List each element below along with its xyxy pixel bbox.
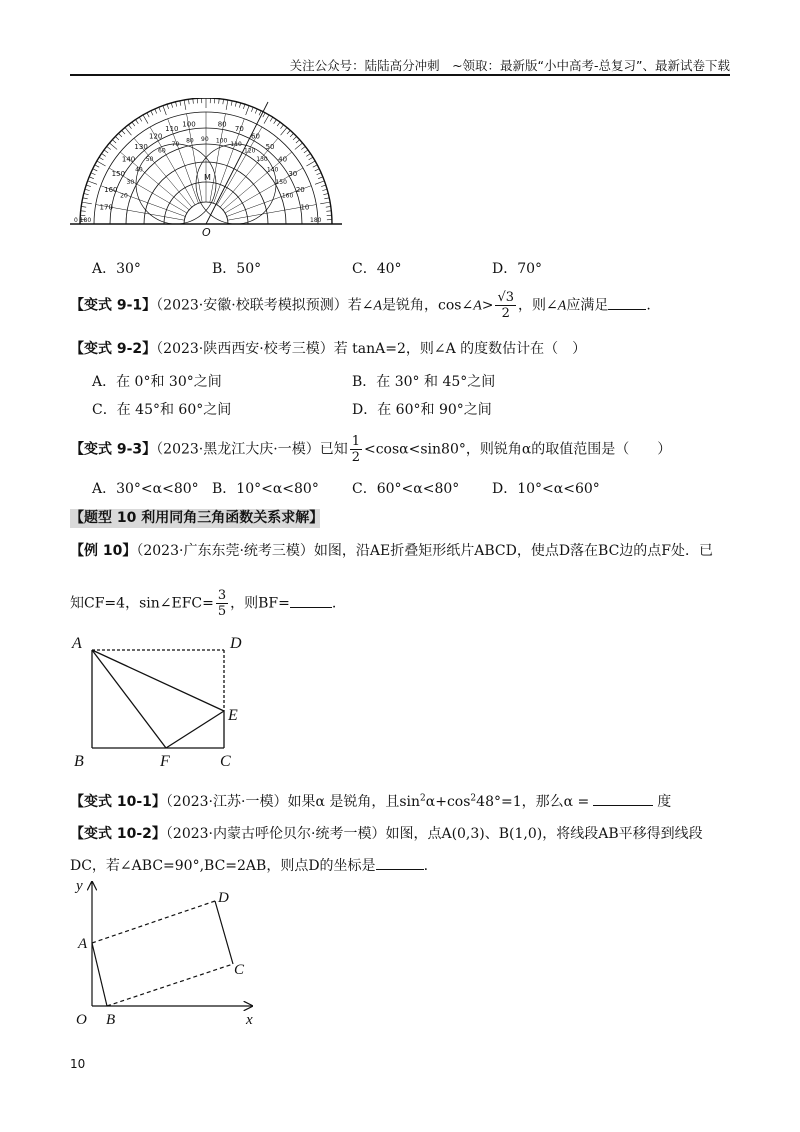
label-o: O <box>76 1012 87 1028</box>
variant-10-2 <box>70 823 703 843</box>
protractor-tick <box>89 177 94 179</box>
protractor-label-inner: 20 <box>120 192 128 200</box>
protractor-label-outer: 70 <box>234 125 244 134</box>
protractor-label-outer: 140 <box>121 155 136 164</box>
variant-9-1 <box>70 290 651 321</box>
answer-blank[interactable] <box>608 295 646 310</box>
exponent: 2 <box>470 793 477 804</box>
protractor-label-inner: 110 <box>230 141 242 149</box>
protractor-tick <box>243 104 245 109</box>
protractor-tick <box>155 109 157 114</box>
v93-option-c: C．60°<α<80° <box>352 481 460 497</box>
text: 如图，沿AE折叠矩形纸片ABCD，使点D落在BC边的点F处．已 <box>313 543 714 559</box>
text: <cosα<sin80°，则锐角α的取值范围是（ ） <box>363 441 672 458</box>
protractor-tick <box>159 107 161 112</box>
var: A <box>557 298 567 314</box>
example-source: （2023·广东东莞·统考三模） <box>136 543 314 559</box>
protractor-label-inner: 50 <box>145 156 154 164</box>
protractor-tick <box>125 127 131 135</box>
label-y: y <box>76 878 83 894</box>
variant-tag: 【变式 9-2】 <box>70 341 157 357</box>
protractor-tick <box>84 194 89 195</box>
denominator: 5 <box>217 604 227 619</box>
header-rule <box>70 74 730 76</box>
protractor-label-inner: 140 <box>266 166 279 174</box>
protractor-tick <box>107 146 111 149</box>
protractor-tick <box>309 157 313 160</box>
protractor-tick <box>280 125 283 129</box>
protractor-tick <box>223 99 224 104</box>
protractor-tick <box>318 177 323 179</box>
protractor-tick <box>176 102 177 107</box>
protractor-tick <box>122 130 125 134</box>
variant-source: （2023·江苏·一模） <box>165 794 288 810</box>
protractor-tick <box>235 102 236 107</box>
protractor-tick <box>263 113 265 117</box>
protractor-tick <box>93 169 97 171</box>
protractor-tick <box>97 161 106 166</box>
dashed-bc <box>107 964 233 1006</box>
protractor-tick <box>323 194 328 195</box>
segment-fe <box>166 711 224 748</box>
answer-blank[interactable] <box>593 791 653 806</box>
question-stem: 若 tanA=2，则∠A 的度数估计在（ ） <box>333 341 587 357</box>
protractor-label-outer: 120 <box>149 132 163 141</box>
protractor-tick <box>301 146 305 149</box>
fraction <box>495 290 516 321</box>
denominator: 2 <box>501 306 510 321</box>
protractor-tick <box>171 103 172 108</box>
label-c: C <box>234 962 245 978</box>
protractor-tick <box>86 185 91 187</box>
label-d: D <box>218 890 229 906</box>
v92-option-b: B．在 30° 和 45°之间 <box>352 374 496 390</box>
protractor-label-outer: 100 <box>182 120 196 129</box>
label-a: A <box>72 635 82 652</box>
variant-source: （2023·安徽·校联考模拟预测） <box>156 297 348 314</box>
protractor-tick <box>99 157 103 160</box>
protractor-tick <box>239 103 240 108</box>
text: 应满足 <box>566 297 609 314</box>
text: 48°=1，那么α = <box>476 794 590 810</box>
fold-line-ae <box>92 650 224 711</box>
label-a: A <box>78 936 88 952</box>
protractor-tick <box>104 150 108 153</box>
protractor-tick <box>259 111 261 115</box>
protractor-tick <box>306 154 310 157</box>
text: 若∠ <box>347 297 374 314</box>
variant-source: （2023·陕西西安·校考三模） <box>156 341 334 357</box>
protractor-label-outer: 150 <box>111 170 126 178</box>
numerator: 1 <box>351 434 360 449</box>
protractor-tick <box>91 173 96 175</box>
protractor-label-outer: 170 <box>99 203 113 212</box>
protractor-tick <box>322 189 327 190</box>
variant-tag: 【变式 9-1】 <box>70 297 157 314</box>
text: . <box>646 297 651 314</box>
protractor-label-inner: 70 <box>171 141 180 149</box>
protractor-label-inner: 130 <box>256 156 268 164</box>
protractor-tick <box>143 115 148 124</box>
rectangle-fold-figure <box>70 628 260 773</box>
example-10-line2 <box>70 588 336 619</box>
protractor-tick <box>315 181 324 184</box>
label-f: F <box>160 753 170 770</box>
variant-tag: 【变式 9-3】 <box>70 441 157 458</box>
variant-source: （2023·内蒙古呼伦贝尔·统考一模） <box>165 826 386 842</box>
v93-option-a: A．30°<α<80° <box>92 481 199 497</box>
protractor-center-label: O <box>202 226 211 238</box>
q9-option-d: D．70° <box>492 261 543 277</box>
text: ，则∠ <box>518 297 558 314</box>
protractor-left-end: 0 180 <box>74 217 92 224</box>
text: . <box>331 595 337 612</box>
protractor-tick <box>219 99 220 104</box>
protractor-tick <box>81 211 86 212</box>
numerator: √3 <box>497 290 515 305</box>
protractor-tick <box>167 104 169 109</box>
variant-10-2-line2 <box>70 855 428 875</box>
numerator: 3 <box>217 588 227 603</box>
protractor-tick <box>102 154 106 157</box>
protractor-tick <box>81 206 86 207</box>
text: 如图，点A(0,3)、B(1,0)，将线段AB平移得到线段 <box>385 826 703 842</box>
segment-af <box>92 650 166 748</box>
protractor-tick <box>83 198 88 199</box>
text: 知CF=4，sin∠EFC= <box>70 595 214 612</box>
protractor-tick <box>147 113 149 117</box>
protractor-tick <box>118 133 121 137</box>
variant-10-1 <box>70 791 671 811</box>
q9-option-c: C．40° <box>352 261 402 277</box>
v92-option-d: D．在 60°和 90°之间 <box>352 402 492 418</box>
protractor-tick <box>85 189 90 190</box>
v93-option-d: D．10°<α<60° <box>492 481 600 497</box>
protractor-label-outer: 80 <box>217 120 227 129</box>
protractor-tick <box>136 120 139 124</box>
protractor-label-outer: 10 <box>300 203 310 212</box>
protractor-label-inner: 100 <box>215 137 228 145</box>
text: > <box>481 297 494 314</box>
variant-source: （2023·黑龙江大庆·一模） <box>156 441 320 458</box>
protractor-tick <box>95 165 99 167</box>
protractor-tick <box>293 136 297 139</box>
denominator: 2 <box>351 450 360 465</box>
example-tag: 【例 10】 <box>70 543 137 559</box>
protractor-tick <box>264 115 269 124</box>
protractor-tick <box>324 198 329 199</box>
var: A <box>473 298 482 314</box>
protractor-figure <box>70 98 350 238</box>
fraction <box>216 588 228 619</box>
protractor-tick <box>290 133 293 137</box>
label-e: E <box>228 707 238 724</box>
protractor-tick <box>139 117 142 121</box>
protractor-tick <box>180 101 181 106</box>
protractor-label-outer: 30 <box>288 170 298 178</box>
text: 如果α 是锐角，且sin <box>287 794 421 810</box>
label-b: B <box>74 753 84 770</box>
variant-tag: 【变式 10-2】 <box>70 826 166 842</box>
text: 是锐角，cos∠ <box>382 297 474 314</box>
answer-blank[interactable] <box>290 593 332 608</box>
protractor-tick <box>115 136 119 139</box>
protractor-tick <box>296 140 300 143</box>
page-header: 关注公众号：陆陆高分冲刺 ~领取：最新版“小中高考-总复习”、最新试卷下载 <box>289 58 730 73</box>
protractor-tick <box>88 181 97 184</box>
protractor-label-outer: 20 <box>295 186 305 195</box>
protractor-tick <box>281 127 287 135</box>
protractor-tick <box>295 143 303 149</box>
v92-option-c: C．在 45°和 60°之间 <box>92 402 232 418</box>
protractor-label-inner: 150 <box>275 179 287 186</box>
variant-9-2 <box>70 338 586 358</box>
protractor-tick <box>188 99 189 104</box>
text: α+cos <box>425 794 471 810</box>
protractor-tick <box>231 101 232 106</box>
example-10 <box>70 540 713 560</box>
segment-ab <box>92 943 107 1006</box>
section-title: 【题型 10 利用同角三角函数关系求解】 <box>70 510 324 526</box>
label-x: x <box>246 1012 253 1028</box>
protractor-label-inner: 90 <box>201 136 209 143</box>
protractor-tick <box>184 100 186 110</box>
protractor-tick <box>320 202 330 204</box>
protractor-tick <box>251 107 253 112</box>
exponent: 2 <box>420 793 426 804</box>
protractor-label-outer: 60 <box>251 132 260 141</box>
q9-option-b: B．50° <box>212 261 262 277</box>
protractor-tick <box>109 143 117 149</box>
protractor-tick <box>306 161 315 166</box>
protractor-tick <box>270 117 273 121</box>
protractor-label-outer: 110 <box>165 125 179 134</box>
protractor-tick <box>128 125 131 129</box>
protractor-tick <box>193 99 194 104</box>
coordinate-figure <box>70 878 270 1028</box>
protractor-label-inner: 80 <box>186 137 194 145</box>
protractor-label-inner: 30 <box>126 179 135 186</box>
label-b: B <box>106 1012 116 1028</box>
protractor-label-outer: 160 <box>104 186 118 195</box>
protractor-tick <box>82 202 92 204</box>
v92-option-a: A．在 0°和 30°之间 <box>92 374 222 390</box>
variant-9-3 <box>70 434 671 465</box>
text: 度 <box>657 794 672 810</box>
protractor-label-outer: 50 <box>265 142 275 151</box>
protractor-tick <box>317 173 322 175</box>
text: . <box>423 858 429 874</box>
v93-option-b: B．10°<α<80° <box>212 481 319 497</box>
protractor-label-inner: 40 <box>135 166 143 174</box>
protractor-tick <box>163 106 166 115</box>
protractor-label-outer: 40 <box>278 155 288 164</box>
protractor-tick <box>112 140 116 143</box>
fraction <box>350 434 362 465</box>
var: A <box>373 298 382 314</box>
label-d: D <box>230 635 242 652</box>
protractor-tick <box>326 211 331 212</box>
protractor-label-inner: 60 <box>158 147 166 155</box>
protractor-tick <box>132 122 135 126</box>
protractor-right-end: 180 <box>310 217 322 224</box>
protractor-tick <box>274 120 277 124</box>
label-c: C <box>220 753 231 770</box>
protractor-tick <box>246 106 249 115</box>
protractor-tick <box>313 165 317 167</box>
protractor-tick <box>315 169 319 171</box>
segment-dc <box>215 901 233 964</box>
protractor-tick <box>304 150 308 153</box>
protractor-tick <box>151 111 153 115</box>
protractor-tick <box>277 122 280 126</box>
protractor-tick <box>255 109 257 114</box>
q9-option-a: A．30° <box>92 261 141 277</box>
protractor-tick <box>226 100 228 110</box>
variant-tag: 【变式 10-1】 <box>70 794 166 810</box>
page-number: 10 <box>70 1057 86 1071</box>
dashed-ad <box>92 901 215 943</box>
text: 已知 <box>319 441 348 458</box>
protractor-label-inner: 120 <box>244 147 256 155</box>
protractor-tick <box>326 206 331 207</box>
protractor-tick <box>321 185 326 187</box>
text: ，则BF= <box>230 595 290 612</box>
protractor-label-inner: 160 <box>281 192 294 200</box>
protractor-label-outer: 130 <box>134 142 148 151</box>
protractor-point-label: M <box>204 173 211 182</box>
answer-blank[interactable] <box>376 855 424 870</box>
protractor-tick <box>287 130 290 134</box>
text: DC，若∠ABC=90°,BC=2AB，则点D的坐标是 <box>70 858 376 874</box>
